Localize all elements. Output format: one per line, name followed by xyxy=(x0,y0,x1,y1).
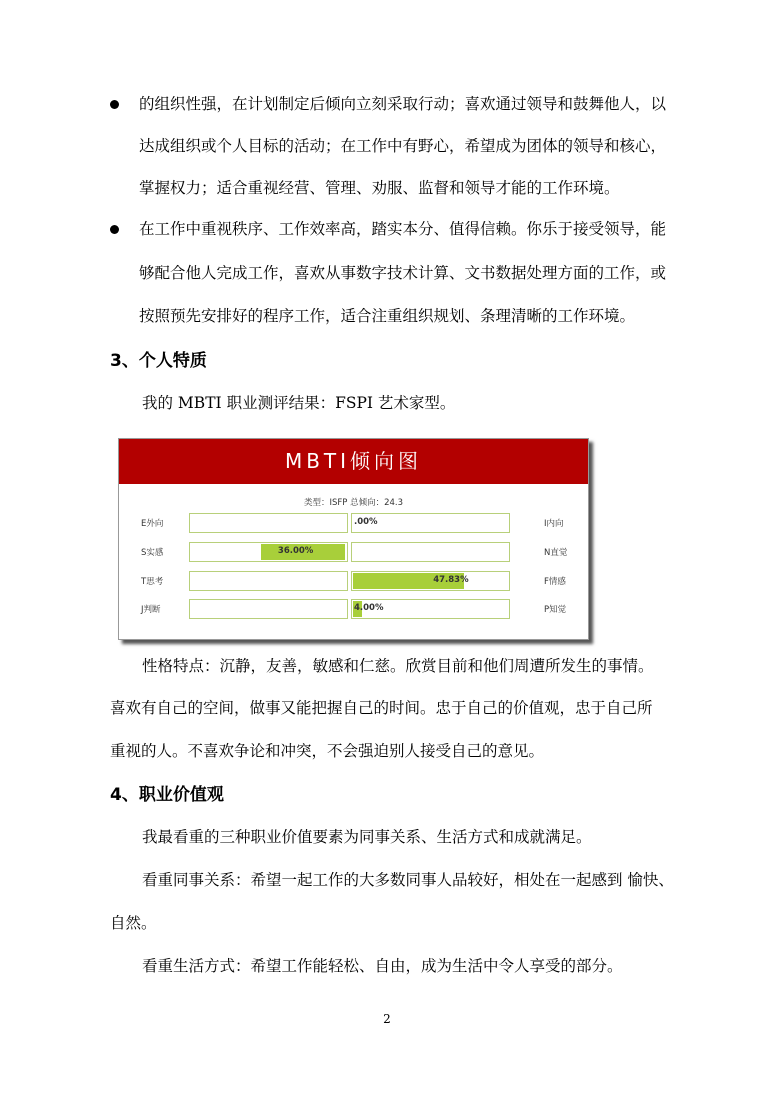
mbti-row xyxy=(119,542,588,562)
mbti-value-label: 47.83% xyxy=(433,575,469,585)
mbti-right-box xyxy=(351,599,510,619)
mbti-left-box xyxy=(189,571,348,591)
mbti-right-label: P知觉 xyxy=(544,605,567,615)
section-heading: 4、职业价值观 xyxy=(110,785,224,805)
values-summary-text: 我最看重的三种职业价值要素为同事关系、生活方式和成就满足。 xyxy=(142,828,592,846)
personality-text-line: 性格特点：沉静，友善，敏感和仁慈。欣赏目前和他们周遭所发生的事情。 xyxy=(142,657,654,675)
mbti-right-label: F情感 xyxy=(544,577,566,587)
mbti-right-box xyxy=(351,542,510,562)
mbti-value-label: 4.00% xyxy=(354,603,384,613)
mbti-left-box xyxy=(189,542,348,562)
bullet-text-line: 掌握权力；适合重视经营、管理、劝服、监督和领导才能的工作环境。 xyxy=(139,179,620,197)
mbti-left-label: T思考 xyxy=(141,577,164,587)
mbti-chart-title: MBTI倾向图 xyxy=(119,439,588,484)
mbti-row xyxy=(119,571,588,591)
colleague-value-text: 自然。 xyxy=(110,914,157,932)
mbti-value-label: .00% xyxy=(354,517,378,527)
bullet-text-line: 在工作中重视秩序、工作效率高，踏实本分、值得信赖。你乐于接受领导，能 xyxy=(139,220,667,238)
section-heading: 3、个人特质 xyxy=(110,351,207,371)
mbti-result-text: 我的 MBTI 职业测评结果：FSPI 艺术家型。 xyxy=(142,394,456,412)
mbti-row xyxy=(119,513,588,533)
bullet-text-line: 达成组织或个人目标的活动；在工作中有野心，希望成为团体的领导和核心， xyxy=(139,137,667,155)
bullet-dot-icon xyxy=(110,100,119,109)
mbti-right-box xyxy=(351,571,510,591)
lifestyle-value-text: 看重生活方式：希望工作能轻松、自由，成为生活中令人享受的部分。 xyxy=(142,957,623,975)
mbti-right-box xyxy=(351,513,510,533)
mbti-left-label: S实感 xyxy=(141,548,164,558)
mbti-value-label: 36.00% xyxy=(277,546,314,556)
mbti-left-label: E外向 xyxy=(141,519,164,529)
mbti-right-label: N直觉 xyxy=(544,548,568,558)
mbti-left-label: J判断 xyxy=(141,605,161,615)
mbti-right-label: I内向 xyxy=(544,519,564,529)
mbti-left-box xyxy=(189,599,348,619)
mbti-row xyxy=(119,599,588,619)
mbti-chart-subtitle: 类型：ISFP 总倾向：24.3 xyxy=(303,498,404,508)
mbti-left-box xyxy=(189,513,348,533)
mbti-chart xyxy=(118,438,589,640)
bullet-dot-icon xyxy=(110,225,119,234)
personality-text-line: 重视的人。不喜欢争论和冲突，不会强迫别人接受自己的意见。 xyxy=(110,742,545,760)
bullet-text-line: 的组织性强，在计划制定后倾向立刻采取行动；喜欢通过领导和鼓舞他人，以 xyxy=(139,95,667,113)
bullet-text-line: 够配合他人完成工作，喜欢从事数字技术计算、文书数据处理方面的工作，或 xyxy=(139,264,667,282)
colleague-value-text: 看重同事关系：希望一起工作的大多数同事人品较好，相处在一起感到 愉快、 xyxy=(142,871,674,889)
personality-text-line: 喜欢有自己的空间，做事又能把握自己的时间。忠于自己的价值观，忠于自己所 xyxy=(110,699,653,717)
bullet-text-line: 按照预先安排好的程序工作，适合注重组织规划、条理清晰的工作环境。 xyxy=(139,307,636,325)
page-number: 2 xyxy=(383,1012,391,1026)
